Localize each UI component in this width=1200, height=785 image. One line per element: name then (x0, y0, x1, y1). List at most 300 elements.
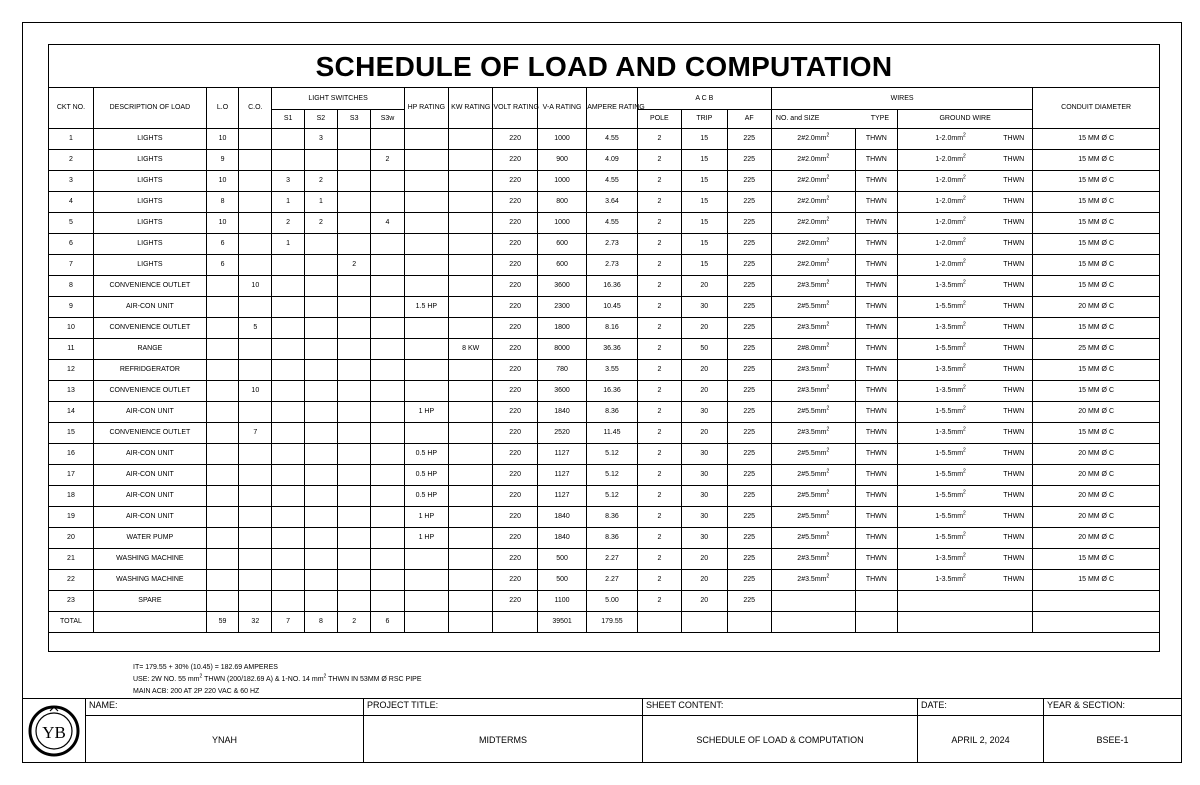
header-kw: KW RATING (449, 88, 493, 128)
cell-wire-type: THWN (855, 422, 897, 443)
cell-s2 (304, 443, 337, 464)
cell-wire-size-value: 2#3.5mm (797, 324, 827, 331)
cell-conduit: 20 MM Ø C (1033, 464, 1159, 485)
cell-ground-wire-value: 1-5.5mm (935, 513, 964, 520)
header-trip: TRIP (682, 109, 727, 128)
header-description: DESCRIPTION OF LOAD (93, 88, 206, 128)
cell-amp: 3.55 (587, 359, 637, 380)
cell-amp: 3.64 (587, 191, 637, 212)
header-af: AF (727, 109, 771, 128)
cell-co (239, 254, 272, 275)
unit-exponent: 2 (826, 573, 830, 580)
cell-kw (449, 401, 493, 422)
cell-s3 (338, 422, 371, 443)
cell-s3 (338, 569, 371, 590)
cell-va: 1000 (537, 128, 586, 149)
cell-wire-size (771, 170, 855, 191)
svg-text:YB: YB (42, 723, 66, 742)
cell-wire-type: THWN (855, 296, 897, 317)
cell-s3 (338, 149, 371, 170)
unit-exponent: 2 (826, 531, 830, 538)
cell-ground-wire-value: 1-3.5mm (935, 429, 964, 436)
cell-ckt: 11 (49, 338, 93, 359)
computation-notes (133, 662, 422, 698)
cell-amp: 5.12 (587, 485, 637, 506)
cell-hp: 0.5 HP (404, 443, 448, 464)
project-value: MIDTERMS (364, 715, 642, 764)
cell-amp: 8.36 (587, 527, 637, 548)
cell-s3w (371, 233, 404, 254)
cell-wire-type: THWN (855, 170, 897, 191)
date-label: DATE: (921, 700, 947, 710)
cell-trip: 30 (682, 527, 727, 548)
table-row (49, 254, 1159, 275)
cell-desc: CONVENIENCE OUTLET (93, 275, 206, 296)
cell-lo: 6 (206, 233, 238, 254)
cell-conduit: 20 MM Ø C (1033, 527, 1159, 548)
cell-wire-size-value: 2#2.0mm (797, 219, 827, 226)
cell-volt: 220 (493, 506, 537, 527)
header-s1: S1 (272, 109, 304, 128)
cell-conduit: 20 MM Ø C (1033, 296, 1159, 317)
cell-s3 (338, 401, 371, 422)
unit-exponent: 2 (826, 279, 830, 286)
cell-af: 225 (727, 191, 771, 212)
cell-co (239, 506, 272, 527)
header-conduit: CONDUIT DIAMETER (1033, 88, 1159, 128)
cell-wire-type: THWN (855, 485, 897, 506)
cell-af: 225 (727, 422, 771, 443)
cell-s1 (272, 464, 304, 485)
cell-s1: 3 (272, 170, 304, 191)
cell-ground-type: THWN (1003, 366, 1025, 373)
cell-trip: 15 (682, 149, 727, 170)
cell-wire-size-value: 2#2.0mm (797, 177, 827, 184)
cell-co (239, 548, 272, 569)
cell-lo (206, 380, 238, 401)
unit-exponent: 2 (826, 153, 830, 160)
cell-volt: 220 (493, 359, 537, 380)
cell-trip: 30 (682, 464, 727, 485)
cell-va: 800 (537, 191, 586, 212)
cell-volt: 220 (493, 401, 537, 422)
cell-wire-type: THWN (855, 254, 897, 275)
cell-hp (404, 212, 448, 233)
cell-s3 (338, 170, 371, 191)
cell-hp (404, 128, 448, 149)
cell-af: 225 (727, 590, 771, 611)
cell-hp (404, 170, 448, 191)
cell-wire-size (771, 359, 855, 380)
cell-s3w (371, 296, 404, 317)
table-row (49, 338, 1159, 359)
cell-va: 1840 (537, 401, 586, 422)
cell-kw (449, 296, 493, 317)
cell-conduit: 15 MM Ø C (1033, 359, 1159, 380)
cell-s3 (338, 527, 371, 548)
unit-exponent: 2 (963, 384, 966, 391)
header-s3w: S3w (371, 109, 404, 128)
unit-exponent: 2 (963, 468, 966, 475)
unit-exponent: 2 (963, 531, 966, 538)
cell-lo: 10 (206, 212, 238, 233)
cell-s3w (371, 590, 404, 611)
cell-pole: 2 (637, 254, 681, 275)
cell-wire-size-value: 2#5.5mm (797, 471, 827, 478)
cell-va: 900 (537, 149, 586, 170)
cell-pole: 2 (637, 149, 681, 170)
cell-pole: 2 (637, 317, 681, 338)
cell-wire-size (771, 422, 855, 443)
total-conduit (1033, 611, 1159, 632)
cell-co: 7 (239, 422, 272, 443)
cell-volt: 220 (493, 317, 537, 338)
cell-ground-wire-value: 1-2.0mm (935, 177, 964, 184)
cell-ckt: 8 (49, 275, 93, 296)
cell-trip: 15 (682, 191, 727, 212)
unit-exponent: 2 (826, 363, 830, 370)
cell-volt: 220 (493, 527, 537, 548)
section-cell (1044, 699, 1181, 763)
cell-volt: 220 (493, 569, 537, 590)
cell-co (239, 359, 272, 380)
cell-conduit: 15 MM Ø C (1033, 254, 1159, 275)
cell-desc: CONVENIENCE OUTLET (93, 380, 206, 401)
cell-ground-wire (898, 128, 1033, 149)
cell-conduit: 15 MM Ø C (1033, 548, 1159, 569)
cell-va: 3600 (537, 380, 586, 401)
cell-af: 225 (727, 359, 771, 380)
cell-lo (206, 275, 238, 296)
cell-ckt: 14 (49, 401, 93, 422)
cell-co (239, 296, 272, 317)
table-row (49, 422, 1159, 443)
cell-lo (206, 506, 238, 527)
cell-af: 225 (727, 380, 771, 401)
cell-ground-type: THWN (1003, 135, 1025, 142)
cell-s3w (371, 170, 404, 191)
cell-ckt: 15 (49, 422, 93, 443)
cell-ground-wire (898, 506, 1033, 527)
cell-pole: 2 (637, 401, 681, 422)
unit-exponent: 2 (826, 237, 830, 244)
cell-trip: 15 (682, 212, 727, 233)
table-row (49, 212, 1159, 233)
cell-s3w (371, 485, 404, 506)
cell-desc: LIGHTS (93, 170, 206, 191)
cell-desc: AIR-CON UNIT (93, 296, 206, 317)
cell-ckt: 19 (49, 506, 93, 527)
cell-ground-type: THWN (1003, 156, 1025, 163)
cell-hp: 0.5 HP (404, 485, 448, 506)
cell-af: 225 (727, 527, 771, 548)
cell-ground-wire-value: 1-2.0mm (935, 219, 964, 226)
unit-exponent: 2 (826, 195, 830, 202)
header-ground: GROUND WIRE (898, 109, 1033, 128)
cell-wire-type: THWN (855, 527, 897, 548)
table-row (49, 128, 1159, 149)
cell-volt: 220 (493, 275, 537, 296)
cell-desc: AIR-CON UNIT (93, 464, 206, 485)
cell-wire-type: THWN (855, 338, 897, 359)
table-row (49, 191, 1159, 212)
unit-exponent: 2 (963, 447, 966, 454)
header-light-switches: LIGHT SWITCHES (272, 88, 404, 109)
cell-hp: 1 HP (404, 506, 448, 527)
cell-af: 225 (727, 464, 771, 485)
cell-wire-size (771, 548, 855, 569)
cell-amp: 4.55 (587, 128, 637, 149)
unit-exponent: 2 (826, 468, 830, 475)
cell-s2 (304, 485, 337, 506)
cell-ground-wire (898, 401, 1033, 422)
cell-pole: 2 (637, 128, 681, 149)
total-wire (771, 611, 855, 632)
header-ampere: AMPERE RATING (587, 88, 637, 128)
cell-s1 (272, 296, 304, 317)
cell-desc: WASHING MACHINE (93, 548, 206, 569)
cell-ckt: 12 (49, 359, 93, 380)
cell-hp (404, 254, 448, 275)
title-block (42, 698, 1182, 763)
cell-wire-type: THWN (855, 128, 897, 149)
unit-exponent: 2 (963, 258, 966, 265)
cell-wire-type: THWN (855, 149, 897, 170)
cell-pole: 2 (637, 191, 681, 212)
cell-conduit: 15 MM Ø C (1033, 149, 1159, 170)
header-pole: POLE (637, 109, 681, 128)
cell-wire-size-value: 2#2.0mm (797, 261, 827, 268)
cell-s1 (272, 317, 304, 338)
cell-lo (206, 590, 238, 611)
cell-conduit: 15 MM Ø C (1033, 233, 1159, 254)
unit-exponent: 2 (963, 405, 966, 412)
table-row (49, 506, 1159, 527)
cell-pole: 2 (637, 590, 681, 611)
cell-wire-size (771, 569, 855, 590)
unit-exponent: 2 (963, 573, 966, 580)
total-row (49, 611, 1159, 632)
cell-s3w (371, 527, 404, 548)
cell-volt: 220 (493, 548, 537, 569)
cell-kw (449, 275, 493, 296)
cell-lo: 9 (206, 149, 238, 170)
cell-co (239, 191, 272, 212)
cell-lo (206, 443, 238, 464)
cell-volt: 220 (493, 212, 537, 233)
cell-wire-size (771, 233, 855, 254)
unit-exponent: 2 (826, 384, 830, 391)
cell-ground-wire-value: 1-2.0mm (935, 261, 964, 268)
load-schedule-table (49, 88, 1159, 633)
cell-s3w (371, 254, 404, 275)
cell-af: 225 (727, 569, 771, 590)
cell-kw (449, 359, 493, 380)
header-no-size: NO. and SIZE (775, 115, 820, 122)
table-row (49, 590, 1159, 611)
cell-ground-type: THWN (1003, 219, 1025, 226)
cell-ground-wire (898, 317, 1033, 338)
cell-hp (404, 338, 448, 359)
cell-volt: 220 (493, 485, 537, 506)
cell-lo (206, 422, 238, 443)
cell-trip: 15 (682, 254, 727, 275)
cell-amp: 4.55 (587, 170, 637, 191)
cell-pole: 2 (637, 359, 681, 380)
cell-s2 (304, 233, 337, 254)
cell-wire-size-value: 2#5.5mm (797, 534, 827, 541)
cell-desc: AIR-CON UNIT (93, 443, 206, 464)
cell-amp: 11.45 (587, 422, 637, 443)
cell-s3w (371, 569, 404, 590)
cell-co (239, 485, 272, 506)
cell-wire-size-value: 2#2.0mm (797, 198, 827, 205)
cell-pole: 2 (637, 296, 681, 317)
cell-volt: 220 (493, 149, 537, 170)
cell-ckt: 10 (49, 317, 93, 338)
cell-conduit: 20 MM Ø C (1033, 401, 1159, 422)
cell-trip: 30 (682, 485, 727, 506)
cell-wire-type: THWN (855, 359, 897, 380)
header-s2: S2 (304, 109, 337, 128)
cell-amp: 2.73 (587, 254, 637, 275)
cell-conduit: 15 MM Ø C (1033, 275, 1159, 296)
name-value: YNAH (86, 715, 363, 764)
cell-s3 (338, 380, 371, 401)
cell-s3 (338, 338, 371, 359)
cell-amp: 2.73 (587, 233, 637, 254)
cell-trip: 20 (682, 359, 727, 380)
cell-conduit: 15 MM Ø C (1033, 317, 1159, 338)
cell-s3 (338, 464, 371, 485)
project-label: PROJECT TITLE: (367, 700, 439, 710)
cell-hp (404, 548, 448, 569)
cell-lo: 10 (206, 170, 238, 191)
project-cell (364, 699, 643, 763)
total-s2: 8 (304, 611, 337, 632)
cell-conduit: 15 MM Ø C (1033, 128, 1159, 149)
cell-co: 10 (239, 380, 272, 401)
unit-exponent: 2 (963, 321, 966, 328)
cell-s3 (338, 506, 371, 527)
cell-volt: 220 (493, 128, 537, 149)
cell-co (239, 569, 272, 590)
cell-lo (206, 485, 238, 506)
cell-kw (449, 254, 493, 275)
logo-cell (23, 698, 86, 763)
total-pole (637, 611, 681, 632)
unit-exponent: 2 (826, 552, 830, 559)
schedule-frame (48, 44, 1160, 652)
total-s1: 7 (272, 611, 304, 632)
cell-s3 (338, 317, 371, 338)
unit-exponent: 2 (826, 426, 830, 433)
cell-af: 225 (727, 275, 771, 296)
cell-af: 225 (727, 338, 771, 359)
cell-s3w (371, 359, 404, 380)
cell-wire-type: THWN (855, 191, 897, 212)
cell-lo (206, 464, 238, 485)
cell-amp: 8.36 (587, 506, 637, 527)
cell-wire-size-value: 2#5.5mm (797, 492, 827, 499)
cell-af: 225 (727, 149, 771, 170)
cell-s3 (338, 212, 371, 233)
cell-amp: 8.36 (587, 401, 637, 422)
total-volt (493, 611, 537, 632)
cell-ground-type: THWN (1003, 198, 1025, 205)
cell-volt: 220 (493, 443, 537, 464)
cell-s3 (338, 191, 371, 212)
cell-va: 2300 (537, 296, 586, 317)
cell-pole: 2 (637, 170, 681, 191)
table-row (49, 275, 1159, 296)
cell-s2 (304, 296, 337, 317)
cell-af: 225 (727, 317, 771, 338)
cell-pole: 2 (637, 338, 681, 359)
cell-hp (404, 233, 448, 254)
cell-af: 225 (727, 170, 771, 191)
cell-s3w (371, 380, 404, 401)
cell-s2 (304, 149, 337, 170)
cell-af: 225 (727, 254, 771, 275)
total-ground (898, 611, 1033, 632)
header-type: TYPE (870, 115, 890, 122)
cell-ground-wire-value: 1-5.5mm (935, 492, 964, 499)
cell-ckt: 22 (49, 569, 93, 590)
cell-lo (206, 527, 238, 548)
cell-kw (449, 527, 493, 548)
cell-volt: 220 (493, 590, 537, 611)
cell-s2 (304, 401, 337, 422)
total-s3: 2 (338, 611, 371, 632)
cell-ckt: 1 (49, 128, 93, 149)
table-row (49, 464, 1159, 485)
cell-wire-size-value: 2#5.5mm (797, 303, 827, 310)
cell-ground-type: THWN (1003, 471, 1025, 478)
cell-kw (449, 464, 493, 485)
cell-desc: WASHING MACHINE (93, 569, 206, 590)
cell-kw (449, 569, 493, 590)
cell-wire-size (771, 149, 855, 170)
cell-s2 (304, 254, 337, 275)
cell-co (239, 443, 272, 464)
cell-s1 (272, 569, 304, 590)
unit-exponent: 2 (826, 405, 830, 412)
cell-amp: 5.12 (587, 443, 637, 464)
cell-s3w (371, 506, 404, 527)
cell-ground-wire (898, 485, 1033, 506)
unit-exponent: 2 (963, 489, 966, 496)
cell-co: 5 (239, 317, 272, 338)
cell-ground-wire (898, 296, 1033, 317)
cell-volt: 220 (493, 422, 537, 443)
table-row (49, 548, 1159, 569)
header-va: V-A RATING (537, 88, 586, 128)
cell-wire-size-value: 2#8.0mm (797, 345, 827, 352)
cell-va: 600 (537, 254, 586, 275)
cell-s3w (371, 275, 404, 296)
cell-kw (449, 191, 493, 212)
cell-hp (404, 422, 448, 443)
cell-volt: 220 (493, 233, 537, 254)
cell-kw (449, 422, 493, 443)
cell-s1 (272, 359, 304, 380)
load-rows (49, 128, 1159, 632)
cell-co (239, 212, 272, 233)
cell-pole: 2 (637, 443, 681, 464)
cell-kw: 8 KW (449, 338, 493, 359)
section-value: BSEE-1 (1044, 715, 1181, 764)
